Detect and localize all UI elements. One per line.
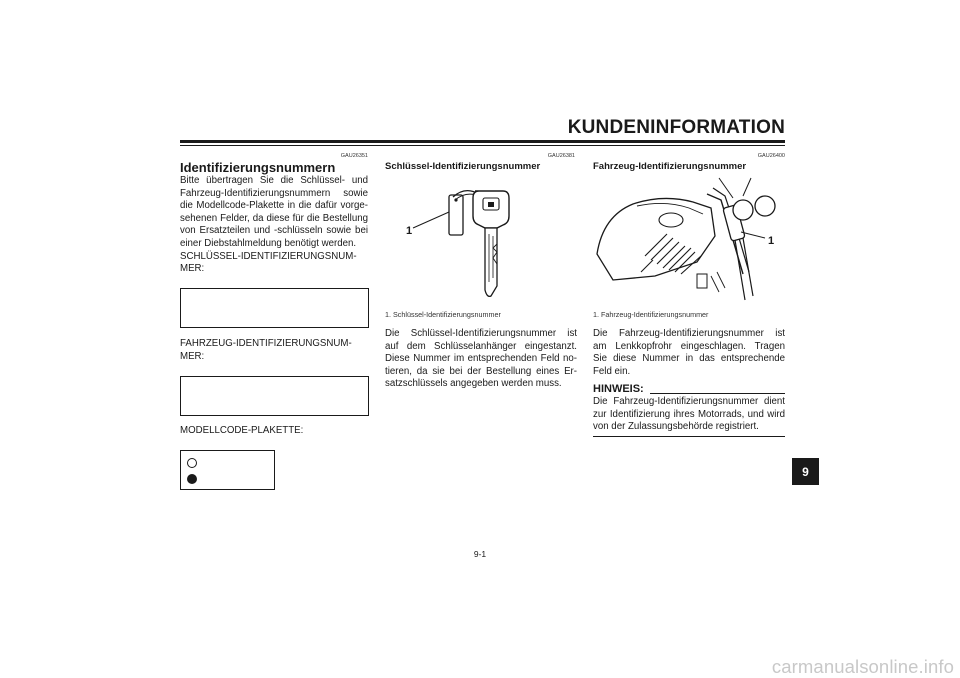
text-line: auf dem Schlüsselanhänger eingestanzt. — [385, 340, 577, 352]
text-line: einer Diebstahlmeldung benötigt werden. — [180, 237, 357, 249]
text-line: von der Zulassungsbehörde registriert. — [593, 421, 759, 433]
headlight — [755, 196, 775, 216]
text-line: Bitte übertragen Sie die Schlüssel- und — [180, 175, 368, 186]
page-title: KUNDENINFORMATION — [567, 117, 785, 138]
text-line: Feld ein. — [593, 365, 631, 377]
section-heading: Fahrzeug-Identifizierungsnummer — [593, 161, 747, 172]
fuel-cap — [659, 213, 683, 227]
text-line: sehenen Felder, da diese für die Bestellung — [180, 212, 368, 224]
callout-number: 1 — [406, 225, 413, 237]
text-line: von Ersatzteilen und -schlüsseln sowie bei — [180, 225, 368, 237]
text-line: Sie diese Nummer in das entsprechende — [593, 353, 785, 365]
figure-caption: 1. Schlüssel-Identifizierungsnummer — [385, 310, 501, 319]
watermark: carmanualsonline.info — [771, 656, 954, 677]
section-heading: Schlüssel-Identifizierungsnummer — [385, 161, 541, 172]
key-number-label: MER: — [180, 263, 205, 275]
fuel-tank — [597, 198, 715, 280]
model-code-plate-field[interactable] — [180, 450, 275, 490]
key-paragraph — [385, 328, 577, 391]
text-line: Fahrzeug-Identifizierungsnummern sowie — [180, 187, 368, 199]
section-heading: Identifizierungsnummern — [180, 160, 336, 175]
section-code: GAU26400 — [757, 153, 785, 159]
callout-leader — [413, 212, 449, 228]
section-code: GAU26351 — [340, 153, 368, 159]
filled-circle-icon — [187, 474, 197, 484]
text-line: satzschlüssels angegeben werden muss. — [385, 378, 562, 390]
text-line: Die Fahrzeug-Identifizierungsnummer ist — [593, 328, 785, 339]
note-title: HINWEIS: — [593, 383, 644, 395]
vehicle-number-field[interactable] — [180, 376, 369, 416]
callout-number: 1 — [768, 235, 775, 247]
header-rule-thin — [180, 145, 785, 146]
chapter-tab: 9 — [792, 458, 819, 485]
section-code: GAU26381 — [547, 153, 575, 159]
text-line: tieren, da sie bei der Bestellung eines Er- — [385, 365, 577, 377]
header-rule-thick — [180, 140, 785, 143]
text-line: Diese Nummer im entsprechenden Feld no- — [385, 353, 577, 365]
figure-caption: 1. Fahrzeug-Identifizierungsnummer — [593, 310, 709, 319]
note-end-rule — [593, 436, 785, 437]
key-number-field[interactable] — [180, 288, 369, 328]
hollow-circle-icon — [187, 458, 197, 468]
text-line: Die Schlüssel-Identifizierungsnummer ist — [385, 328, 577, 339]
intro-paragraph — [180, 175, 368, 276]
text-line: zur Identifizierung ihres Motorrads, und wird — [593, 408, 785, 420]
text-line: am Lenkkopfrohr eingeschlagen. Tragen — [593, 340, 785, 352]
page-number: 9-1 — [473, 549, 487, 559]
vehicle-number-label-block — [180, 338, 368, 363]
text-line: Die Fahrzeug-Identifizierungsnummer dient — [593, 396, 785, 407]
vehicle-paragraph — [593, 328, 785, 378]
motorcycle-frame-illustration — [593, 176, 785, 302]
note-rule — [650, 393, 785, 394]
gauge — [733, 200, 753, 220]
key-number-label: SCHLÜSSEL-IDENTIFIZIERUNGSNUM- — [180, 250, 357, 262]
text-line: die Modellcode-Plakette in die dafür vorge- — [180, 200, 368, 212]
vehicle-number-label: FAHRZEUG-IDENTIFIZIERUNGSNUM- — [180, 338, 352, 349]
model-code-label: MODELLCODE-PLAKETTE: — [180, 425, 304, 436]
vehicle-number-label: MER: — [180, 350, 205, 362]
key-blade — [485, 228, 497, 296]
note-paragraph — [593, 396, 785, 434]
key-illustration — [395, 178, 555, 303]
